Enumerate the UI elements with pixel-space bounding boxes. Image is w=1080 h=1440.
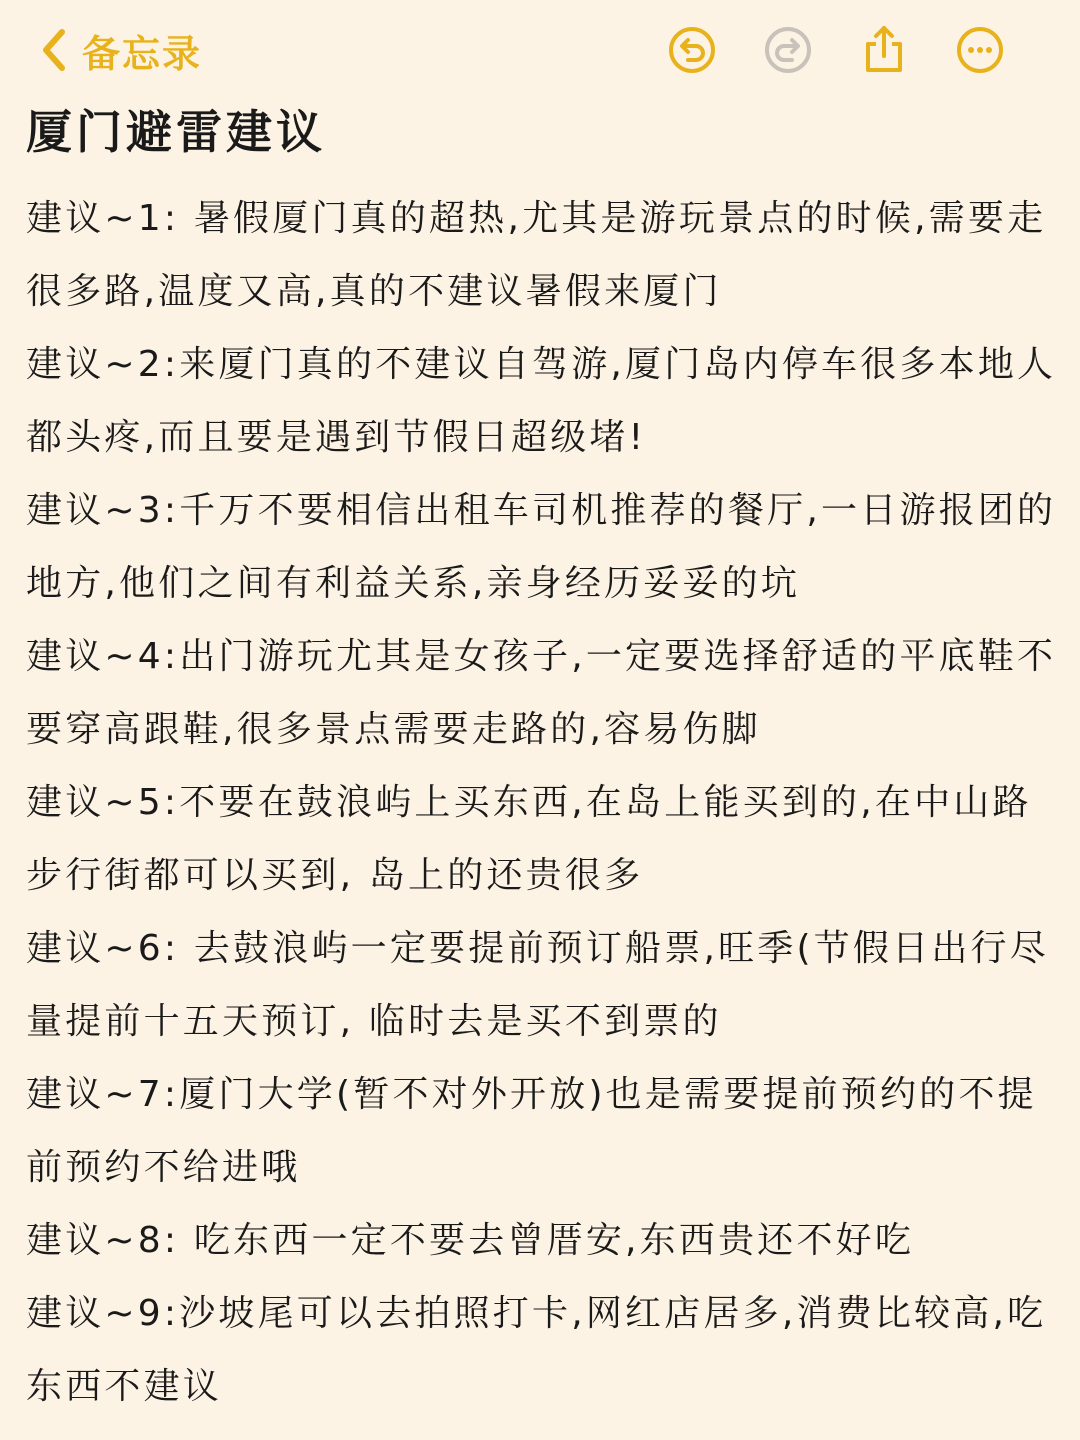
back-label: 备忘录 <box>82 31 203 76</box>
suggestion-3: 建议~3:千万不要相信出租车司机推荐的餐厅,一日游报团的地方,他们之间有利益关系,亲身经历妥妥的坑 <box>26 490 1057 604</box>
suggestion-2: 建议~2:来厦门真的不建议自驾游,厦门岛内停车很多本地人都头疼,而且要是遇到节假日超级堵! <box>26 344 1057 458</box>
redo-button[interactable] <box>762 24 814 76</box>
more-button[interactable] <box>954 24 1006 76</box>
redo-icon <box>762 24 814 76</box>
undo-icon <box>666 24 718 76</box>
suggestion-4: 建议~4:出门游玩尤其是女孩子,一定要选择舒适的平底鞋不要穿高跟鞋,很多景点需要走路的,容易伤脚 <box>26 636 1057 750</box>
undo-button[interactable] <box>666 24 718 76</box>
suggestion-5: 建议~5:不要在鼓浪屿上买东西,在岛上能买到的,在中山路步行街都可以买到, 岛上的还贵很多 <box>26 782 1032 896</box>
share-button[interactable] <box>858 24 910 76</box>
suggestion-8: 建议~8: 吃东西一定不要去曾厝安,东西贵还不好吃 <box>26 1220 915 1261</box>
note-body[interactable] <box>26 182 1066 1423</box>
suggestion-6: 建议~6: 去鼓浪屿一定要提前预订船票,旺季(节假日出行尽量提前十五天预订, 临时去是买不到票的 <box>26 928 1049 1042</box>
share-icon <box>858 24 910 76</box>
more-icon <box>954 24 1006 76</box>
note-title: 厦门避雷建议 <box>26 105 326 159</box>
suggestion-7: 建议~7:厦门大学(暂不对外开放)也是需要提前预约的不提前预约不给进哦 <box>26 1074 1037 1188</box>
back-button[interactable] <box>36 22 202 78</box>
top-nav-bar <box>0 0 1080 100</box>
chevron-left-icon <box>36 24 72 76</box>
suggestion-1: 建议~1: 暑假厦门真的超热,尤其是游玩景点的时候,需要走很多路,温度又高,真的不建议暑假来厦门 <box>26 198 1047 312</box>
suggestion-9: 建议~9:沙坡尾可以去拍照打卡,网红店居多,消费比较高,吃东西不建议 <box>26 1293 1047 1407</box>
